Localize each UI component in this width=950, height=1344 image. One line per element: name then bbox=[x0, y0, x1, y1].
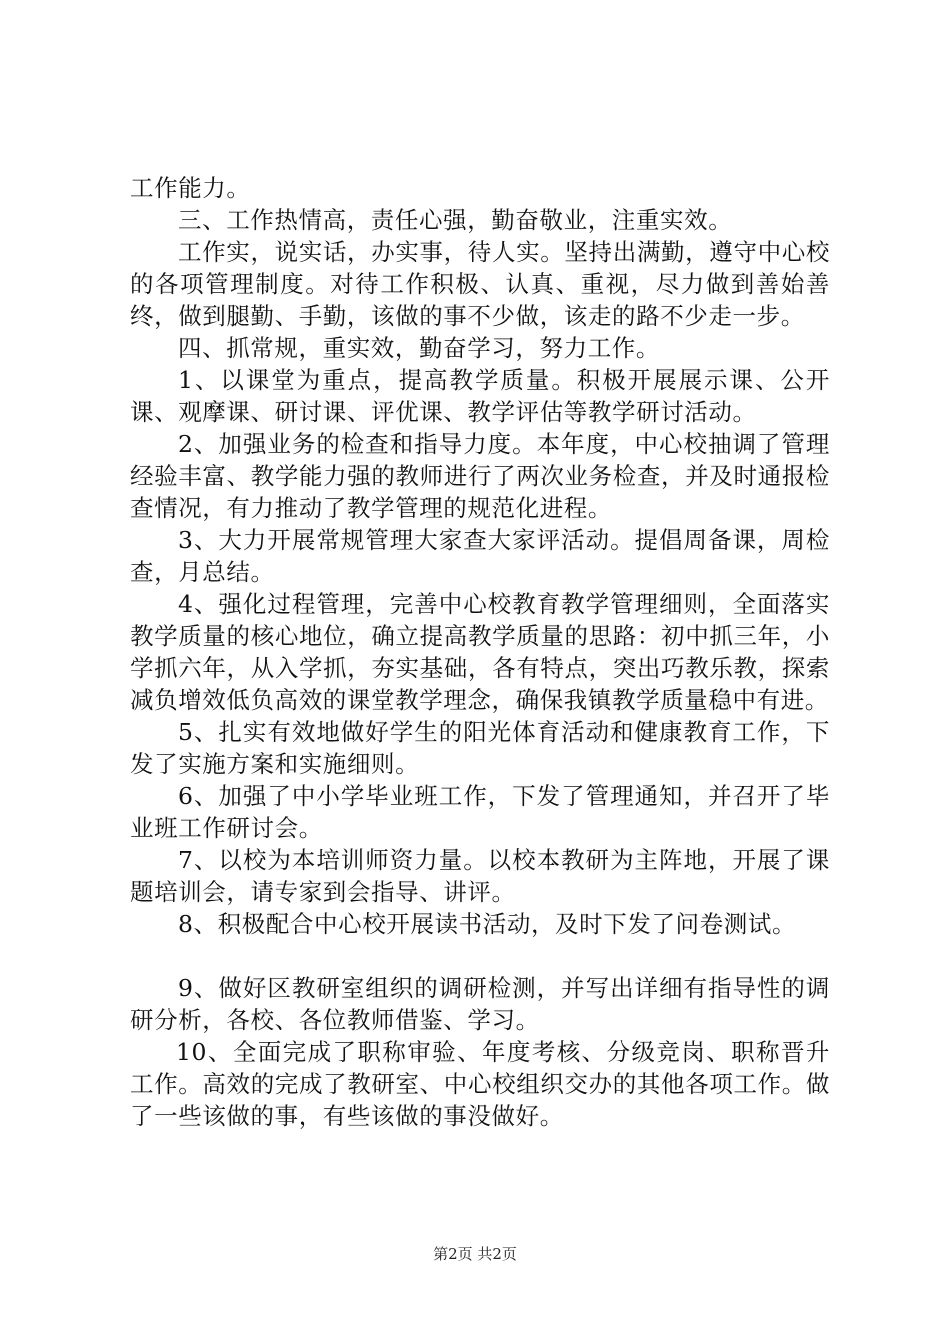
list-item-1: 1、以课堂为重点，提高教学质量。积极开展展示课、公开课、观摩课、研讨课、评优课、教学评估等教学研讨活动。 bbox=[130, 366, 830, 426]
list-item-7: 7、以校为本培训师资力量。以校本教研为主阵地，开展了课题培训会，请专家到会指导、讲评。 bbox=[130, 846, 830, 906]
section-heading-3: 三、工作热情高，责任心强，勤奋敬业，注重实效。 bbox=[178, 206, 733, 234]
list-item-3: 3、大力开展常规管理大家查大家评活动。提倡周备课，周检查，月总结。 bbox=[130, 526, 830, 586]
list-item-6: 6、加强了中小学毕业班工作，下发了管理通知，并召开了毕业班工作研讨会。 bbox=[130, 782, 830, 842]
list-item-9: 9、做好区教研室组织的调研检测，并写出详细有指导性的调研分析，各校、各位教师借鉴、学习。 bbox=[130, 974, 830, 1034]
list-item-10: 10、全面完成了职称审验、年度考核、分级竞岗、职称晋升工作。高效的完成了教研室、中心校组织交办的其他各项工作。做了一些该做的事，有些该做的事没做好。 bbox=[130, 1038, 830, 1130]
document-body bbox=[130, 172, 830, 1132]
list-item-5: 5、扎实有效地做好学生的阳光体育活动和健康教育工作，下发了实施方案和实施细则。 bbox=[130, 718, 830, 778]
paragraph-continuation: 工作能力。 bbox=[130, 174, 251, 202]
section-heading-4: 四、抓常规，重实效，勤奋学习，努力工作。 bbox=[178, 334, 660, 362]
page-number-footer: 第2页 共2页 bbox=[433, 1245, 517, 1263]
paragraph-work-attitude: 工作实，说实话，办实事，待人实。坚持出满勤，遵守中心校的各项管理制度。对待工作积极、认真、重视，尽力做到善始善终，做到腿勤、手勤，该做的事不少做，该走的路不少走一步。 bbox=[130, 238, 830, 330]
list-item-2: 2、加强业务的检查和指导力度。本年度，中心校抽调了管理经验丰富、教学能力强的教师进行了两次业务检查，并及时通报检查情况，有力推动了教学管理的规范化进程。 bbox=[130, 430, 830, 522]
list-item-4: 4、强化过程管理，完善中心校教育教学管理细则，全面落实教学质量的核心地位，确立提高教学质量的思路：初中抓三年，小学抓六年，从入学抓，夯实基础，各有特点，突出巧教乐教，探索减负增效低负高效的课堂教学理念，确保我镇教学质量稳中有进。 bbox=[130, 590, 830, 714]
list-item-8: 8、积极配合中心校开展读书活动，及时下发了问卷测试。 bbox=[178, 910, 797, 938]
